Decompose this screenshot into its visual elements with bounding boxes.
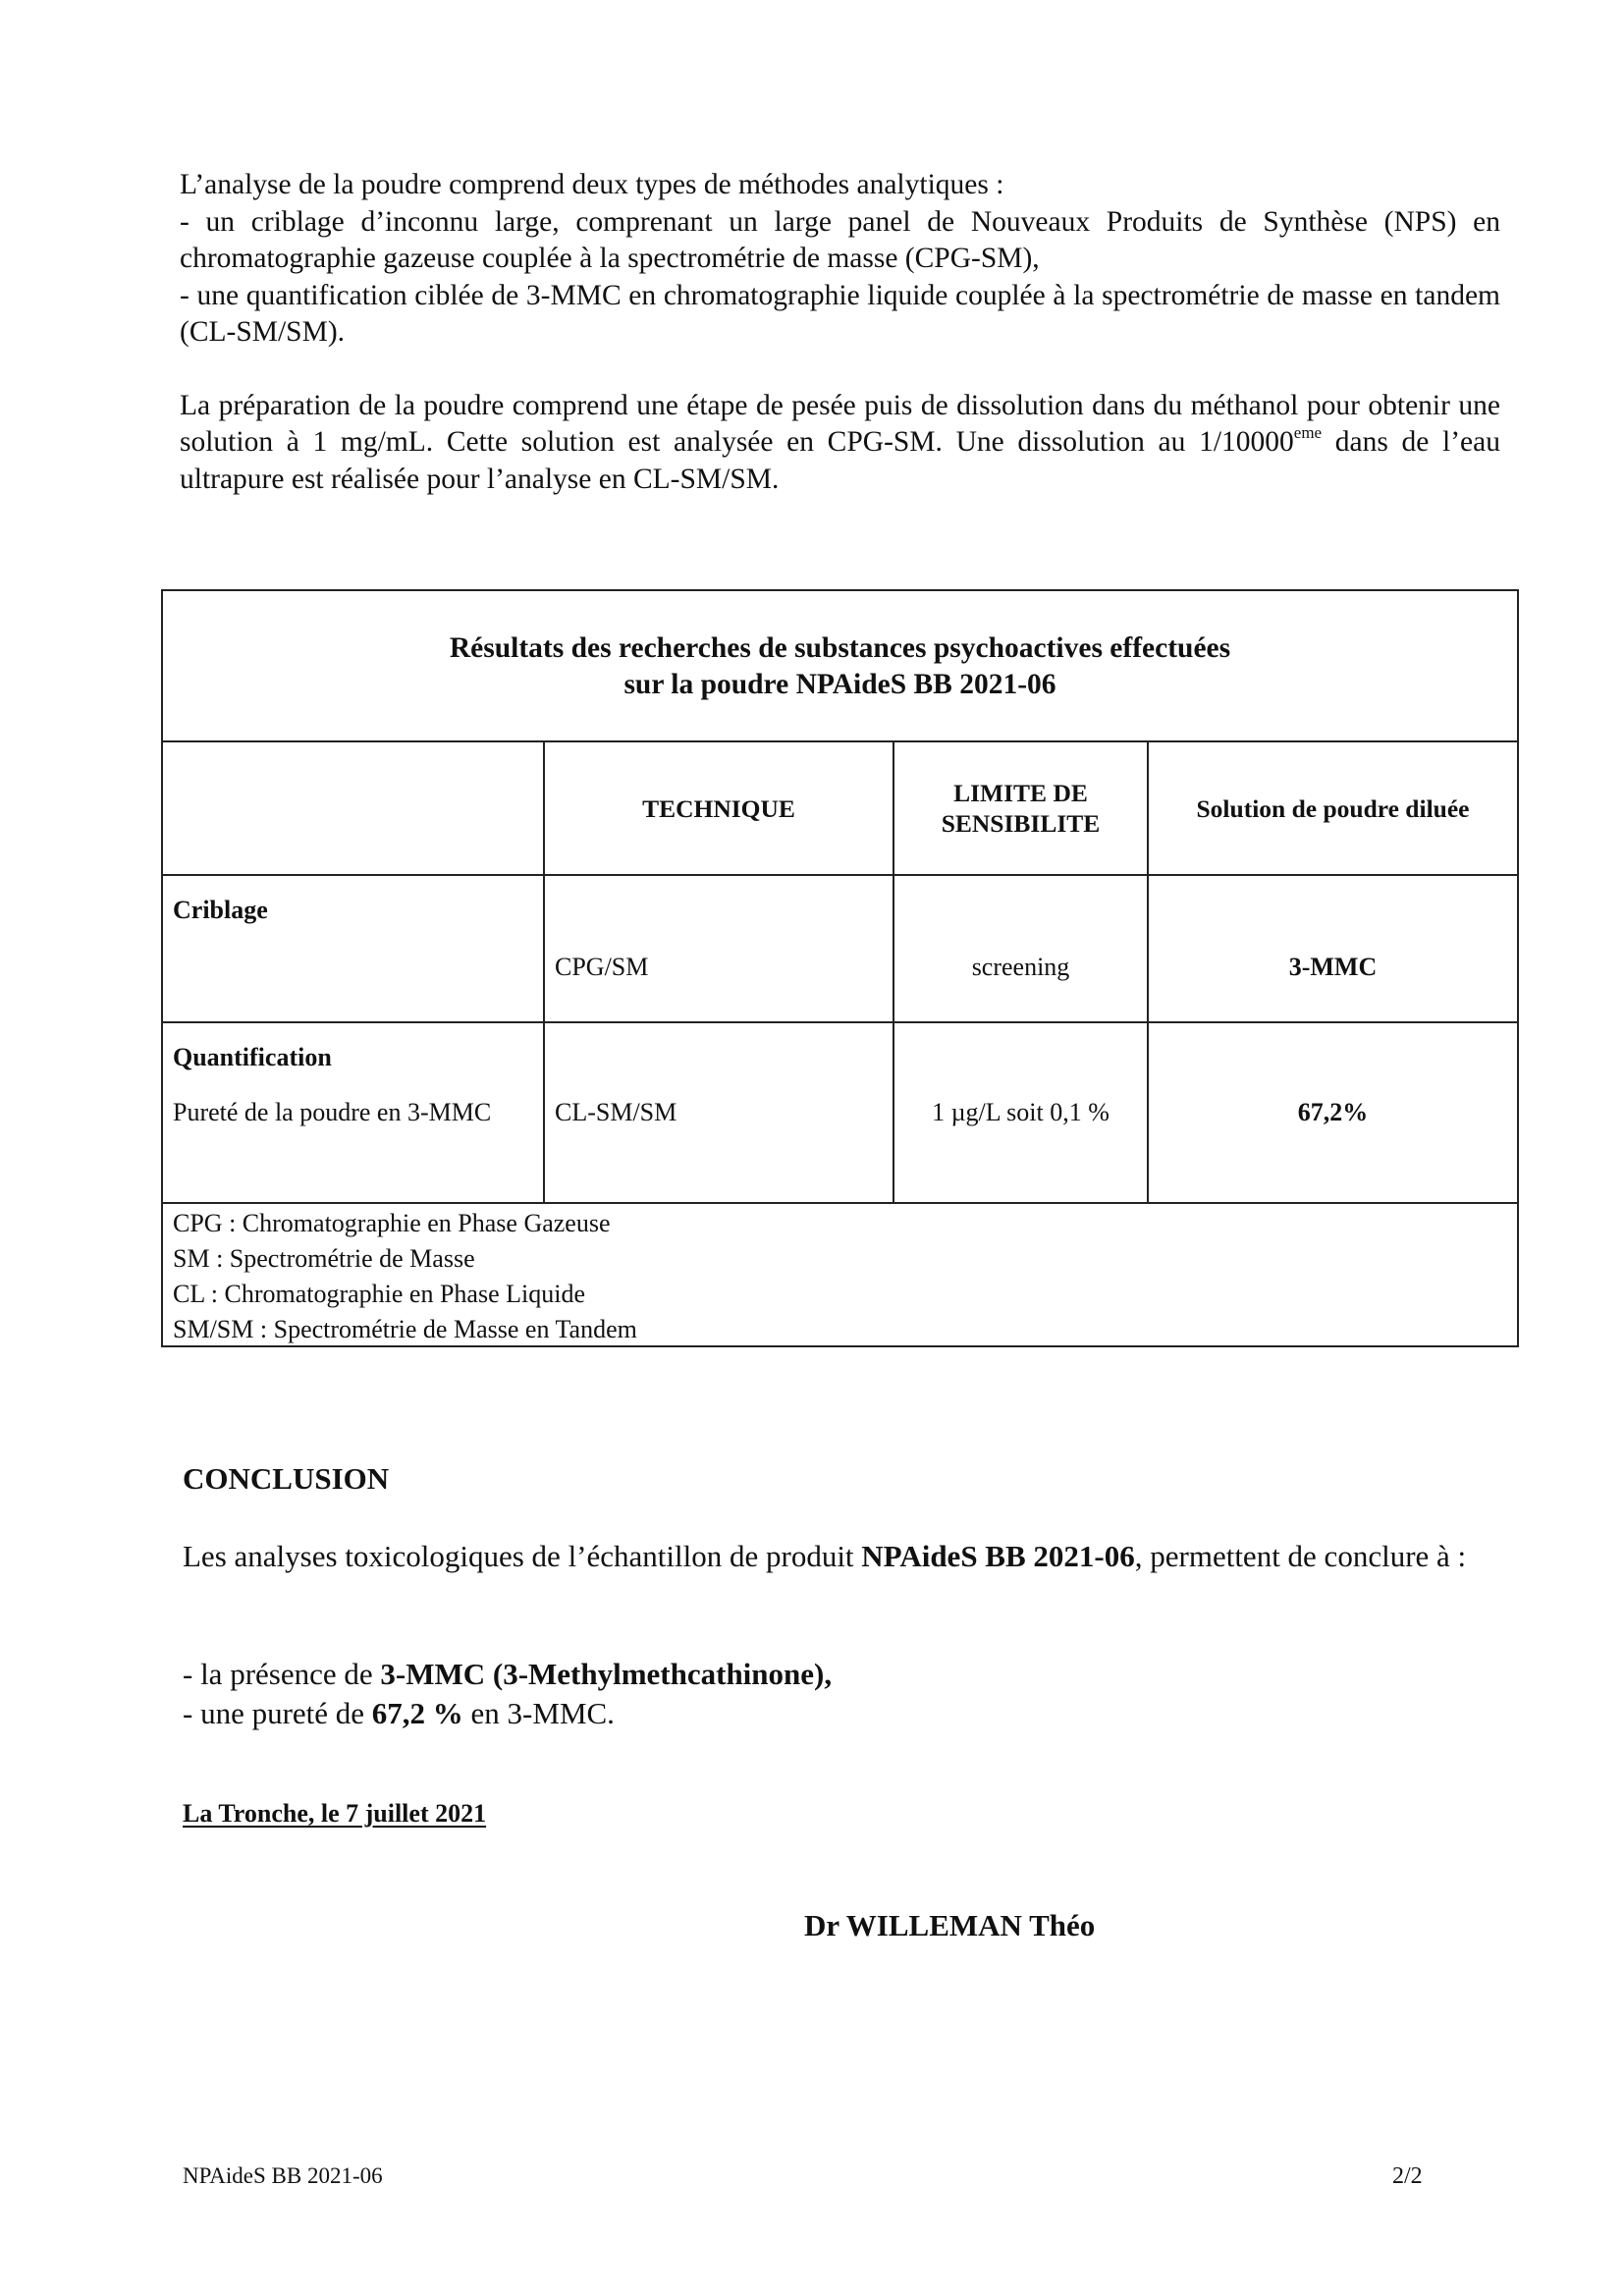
row-sublabel: Pureté de la poudre en 3-MMC: [173, 1098, 492, 1126]
table-row: [163, 1023, 1517, 1204]
conclusion-item-presence: [183, 1655, 1528, 1694]
conclusion-lead-text: Les analyses toxicologiques de l’échantillon de produit: [183, 1539, 862, 1573]
conclusion-item-prefix: - une pureté de: [183, 1696, 372, 1730]
limit-value: screening: [971, 953, 1070, 981]
conclusion-heading: CONCLUSION: [183, 1461, 390, 1496]
preparation-text: La préparation de la poudre comprend une étape de pesée puis de dissolution dans du méthanol pour obtenir une solution à 1 mg/mL. Cette solution est analysée en CPG-SM. Une dissolution au 1/10000: [180, 389, 1500, 458]
header-cell-limit: [894, 742, 1149, 876]
row-label-cell: [163, 1023, 545, 1204]
result-cell: [1149, 1023, 1517, 1204]
row-label: Quantification: [173, 1043, 332, 1071]
header-limit-text: LIMITE DE SENSIBILITE: [941, 779, 1101, 838]
preparation-text-end: dans de l’eau ultrapure est réalisée pour l’analyse en CL-SM/SM.: [180, 426, 1500, 495]
limit-cell: [894, 1023, 1149, 1204]
result-value: 67,2%: [1297, 1098, 1369, 1126]
abbreviation-item: CL : Chromatographie en Phase Liquide: [173, 1280, 585, 1308]
conclusion-item-purity: [183, 1694, 1528, 1733]
results-table-header-row: [163, 742, 1517, 876]
row-label: Criblage: [173, 896, 268, 924]
header-cell-blank: [163, 742, 545, 876]
result-cell: [1149, 876, 1517, 1023]
conclusion-product: NPAideS BB 2021-06: [861, 1539, 1135, 1573]
conclusion-lead-end: , permettent de conclure à :: [1134, 1539, 1467, 1573]
abbreviations-legend: [163, 1204, 1517, 1345]
conclusion-purity-value: 67,2 %: [371, 1696, 463, 1730]
conclusion-lead: [183, 1537, 1528, 1576]
technique-value: CPG/SM: [555, 953, 649, 981]
conclusion-item-prefix: - la présence de: [183, 1657, 381, 1691]
intro-section: [180, 167, 1500, 498]
results-table: [161, 589, 1519, 1347]
header-cell-technique: TECHNIQUE: [545, 742, 894, 876]
conclusion-substance: 3-MMC (3-Methylmethcathinone),: [380, 1657, 833, 1691]
limit-value: 1 µg/L soit 0,1 %: [932, 1098, 1110, 1126]
header-cell-solution: Solution de poudre diluée: [1149, 742, 1517, 876]
intro-line: L’analyse de la poudre comprend deux types de méthodes analytiques :: [180, 169, 1004, 200]
signature-place-date: La Tronche, le 7 juillet 2021: [183, 1799, 487, 1828]
footer-page-number: 2/2: [1392, 2163, 1423, 2189]
table-row: [163, 876, 1517, 1023]
conclusion-item-suffix: en 3-MMC.: [462, 1696, 615, 1730]
technique-value: CL-SM/SM: [555, 1098, 677, 1126]
intro-item-quantification: - une quantification ciblée de 3-MMC en chromatographie liquide couplée à la spectrométrie de masse en tandem (CL-SM/SM).: [180, 279, 1500, 348]
results-table-title: [163, 591, 1517, 742]
intro-item-screening: - un criblage d’inconnu large, comprenant un large panel de Nouveaux Produits de Synthèse (NPS) en chromatographie gazeuse couplée à la spectrométrie de masse (CPG-SM),: [180, 205, 1500, 274]
results-table-title-line2: sur la poudre NPAideS BB 2021-06: [623, 669, 1056, 700]
row-label-cell: [163, 876, 545, 1023]
results-table-title-line1: Résultats des recherches de substances psychoactives effectuées: [449, 632, 1231, 664]
footer-reference: NPAideS BB 2021-06: [183, 2163, 383, 2188]
abbreviation-item: SM : Spectrométrie de Masse: [173, 1244, 475, 1273]
abbreviation-item: SM/SM : Spectrométrie de Masse en Tandem: [173, 1315, 637, 1343]
limit-cell: [894, 876, 1149, 1023]
preparation-paragraph: [180, 388, 1500, 499]
result-value: 3-MMC: [1288, 953, 1378, 981]
conclusion-section: [183, 1537, 1528, 1733]
signature-name: Dr WILLEMAN Théo: [804, 1908, 1096, 1942]
technique-cell: [545, 1023, 894, 1204]
abbreviation-item: CPG : Chromatographie en Phase Gazeuse: [173, 1209, 611, 1237]
preparation-superscript: eme: [1293, 423, 1323, 442]
technique-cell: [545, 876, 894, 1023]
